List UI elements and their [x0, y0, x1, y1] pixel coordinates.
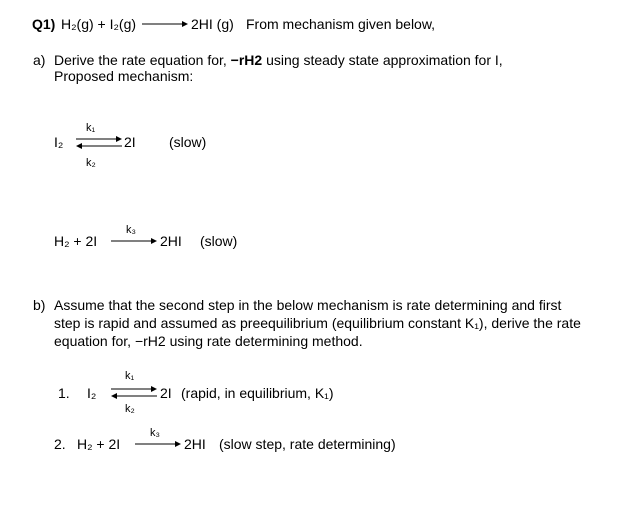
- b-step1-note: (rapid, in equilibrium, K₁): [181, 385, 334, 401]
- b-step2-reactant: H₂ + 2I: [77, 436, 121, 452]
- overall-products: 2HI (g): [191, 16, 234, 32]
- overall-reaction-arrow: [142, 24, 188, 32]
- part-b-line3-post: using rate determining method.: [169, 333, 363, 349]
- part-a-line1-post: using steady state approximation for I,: [266, 52, 503, 68]
- b-step2-k-forward: k₃: [150, 427, 160, 439]
- part-a-line1: [54, 52, 503, 68]
- part-b-line3-pre: equation for,: [54, 333, 132, 349]
- a-step2-arrow: [111, 241, 157, 249]
- overall-note: From mechanism given below,: [246, 16, 436, 32]
- part-a-label: a): [33, 52, 46, 68]
- b-step2-note: (slow step, rate determining): [219, 436, 396, 452]
- part-a-rate-symbol: −rH2: [230, 52, 263, 68]
- part-b-line3: [54, 333, 363, 349]
- a-step2-product: 2HI: [160, 233, 182, 249]
- a-step1-note: (slow): [169, 134, 207, 150]
- part-b-line1: Assume that the second step in the below mechanism is rate determining and first: [54, 297, 562, 313]
- b-step2-product: 2HI: [184, 436, 206, 452]
- a-step2-note: (slow): [200, 233, 238, 249]
- b-step1-equilibrium-arrows: [111, 388, 157, 400]
- b-step2-arrow: [135, 444, 181, 452]
- b-step1-k-forward: k₁: [125, 370, 135, 382]
- a-step1-reactant: I₂: [54, 134, 64, 150]
- a-step1-equilibrium-arrows: [76, 138, 122, 150]
- b-step1-number: 1.: [58, 385, 70, 401]
- b-step1-reactant: I₂: [87, 385, 97, 401]
- b-step1-k-reverse: k₂: [125, 403, 135, 415]
- b-step2-number: 2.: [54, 436, 66, 452]
- part-a-line2: Proposed mechanism:: [54, 68, 194, 84]
- part-b-label: b): [33, 297, 46, 313]
- a-step2-reactant: H₂ + 2I: [54, 233, 98, 249]
- a-step1-product: 2I: [124, 134, 136, 150]
- b-step1-product: 2I: [160, 385, 172, 401]
- a-step1-k-reverse: k₂: [86, 157, 96, 169]
- part-b-line2: step is rapid and assumed as preequilibrium (equilibrium constant K₁), derive the rate: [54, 315, 581, 331]
- a-step1-k-forward: k₁: [86, 122, 96, 134]
- part-b-rate-symbol: −rH2: [134, 333, 166, 349]
- a-step2-k-forward: k₃: [126, 224, 136, 236]
- part-a-line1-pre: Derive the rate equation for,: [54, 52, 227, 68]
- question-label: Q1): [32, 16, 56, 32]
- overall-reactants: H₂(g) + I₂(g): [61, 16, 137, 32]
